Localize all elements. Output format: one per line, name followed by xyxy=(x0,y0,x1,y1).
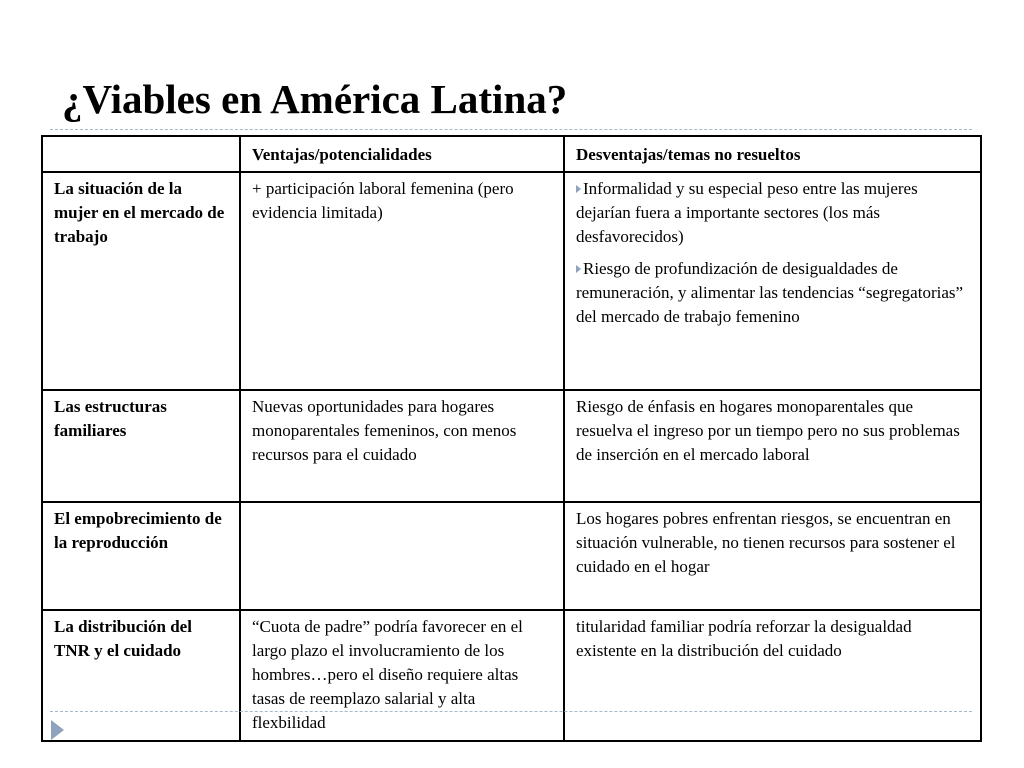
bullet-item xyxy=(576,177,970,249)
triangle-right-icon xyxy=(576,185,581,193)
bullet-item xyxy=(576,257,970,329)
table-row xyxy=(42,610,981,741)
row-label: Las estructuras familiares xyxy=(42,390,240,502)
desventajas-cell: titularidad familiar podría reforzar la desigualdad existente en la distribución del cuidado xyxy=(564,610,981,741)
ventajas-cell xyxy=(240,502,564,610)
table-row xyxy=(42,502,981,610)
comparison-table xyxy=(41,135,982,742)
table-row xyxy=(42,390,981,502)
header-cell-ventajas: Ventajas/potencialidades xyxy=(240,136,564,172)
header-cell-desventajas: Desventajas/temas no resueltos xyxy=(564,136,981,172)
row-label: El empobrecimiento de la reproducción xyxy=(42,502,240,610)
footer-divider xyxy=(50,711,972,712)
triangle-right-icon xyxy=(51,720,64,740)
desventajas-cell: Los hogares pobres enfrentan riesgos, se encuentran en situación vulnerable, no tienen recursos para sostener el cuidado en el hogar xyxy=(564,502,981,610)
title-divider xyxy=(50,129,972,130)
ventajas-cell: + participación laboral femenina (pero evidencia limitada) xyxy=(240,172,564,390)
ventajas-cell: Nuevas oportunidades para hogares monoparentales femeninos, con menos recursos para el cuidado xyxy=(240,390,564,502)
desventajas-cell xyxy=(564,172,981,390)
slide-title: ¿Viables en América Latina? xyxy=(62,76,568,122)
ventajas-cell: “Cuota de padre” podría favorecer en el largo plazo el involucramiento de los hombres…pero el diseño requiere altas tasas de reemplazo salarial y alta flexbilidad xyxy=(240,610,564,741)
header-cell-empty xyxy=(42,136,240,172)
triangle-right-icon xyxy=(576,265,581,273)
table-row xyxy=(42,172,981,390)
row-label: La distribución del TNR y el cuidado xyxy=(42,610,240,741)
row-label: La situación de la mujer en el mercado de trabajo xyxy=(42,172,240,390)
bullet-text: Informalidad y su especial peso entre las mujeres dejarían fuera a importante sectores (los más desfavorecidos) xyxy=(576,179,918,246)
desventajas-cell: Riesgo de énfasis en hogares monoparentales que resuelva el ingreso por un tiempo pero no sus problemas de inserción en el mercado laboral xyxy=(564,390,981,502)
table-header-row xyxy=(42,136,981,172)
bullet-text: Riesgo de profundización de desigualdades de remuneración, y alimentar las tendencias “segregatorias” del mercado de trabajo femenino xyxy=(576,259,964,326)
